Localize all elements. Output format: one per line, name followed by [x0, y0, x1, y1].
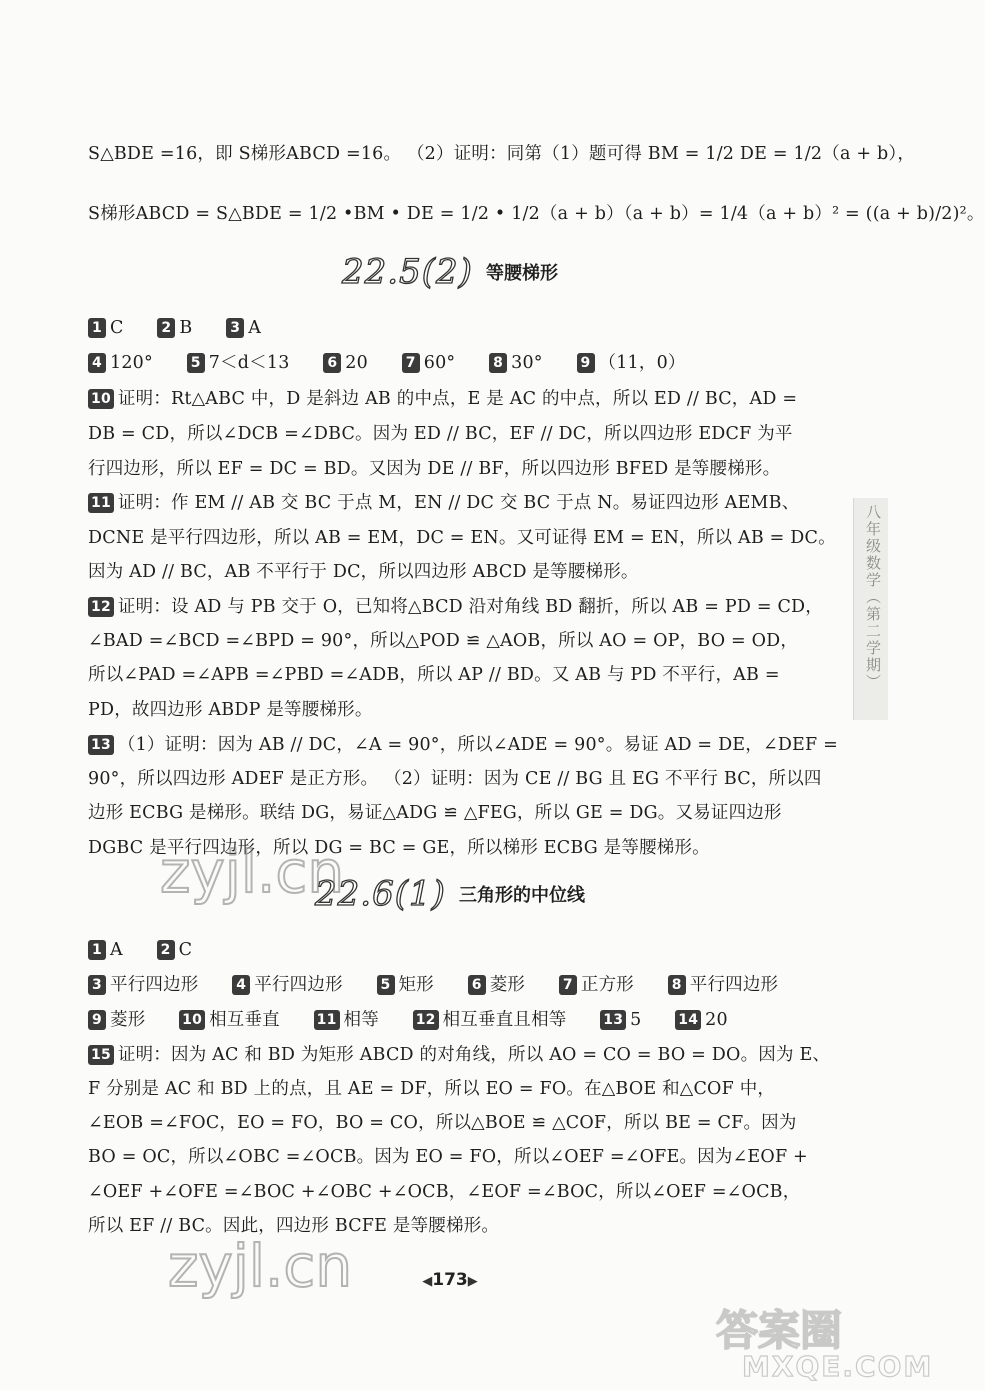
- q15-line: ∠OEF +∠OFE =∠BOC +∠OBC +∠OCB，∠EOF =∠BOC，所以∠OEF =∠OCB，: [88, 1182, 801, 1202]
- answer-item: 9 （11，0）: [577, 353, 686, 373]
- section-title: 等腰梯形: [485, 263, 558, 284]
- question-number: 10: [88, 389, 114, 409]
- question-number: 15: [88, 1045, 114, 1065]
- answer-item: 3 平行四边形: [88, 975, 199, 995]
- question-number: 12: [88, 597, 114, 617]
- question-number: 11: [88, 493, 114, 513]
- answer-item: 5 矩形: [377, 975, 434, 995]
- q12-line: 12 证明：设 AD 与 PB 交于 O，已知将△BCD 沿对角线 BD 翻折，所以 AB = PD = CD，: [88, 594, 808, 620]
- answer-item: 3 A: [226, 318, 261, 338]
- site-logo-url: MXQE.COM: [742, 1350, 934, 1383]
- answer-item: 4 120°: [88, 353, 153, 373]
- q10-line: 行四边形，所以 EF = DC = BD。又因为 DE // BF，所以四边形 BFED 是等腰梯形。: [88, 459, 781, 479]
- answer-item: 14 20: [675, 1010, 728, 1030]
- right-arrow-icon: ▶: [467, 1274, 478, 1289]
- q13-line: 边形 ECBG 是梯形。联结 DG，易证△ADG ≌ △FEG，所以 GE = DG。又易证四边形: [88, 803, 782, 823]
- answer-item: 11 相等: [314, 1010, 379, 1030]
- q10-line: DB = CD，所以∠DCB =∠DBC。因为 ED // BC，EF // DC，所以四边形 EDCF 为平: [88, 424, 793, 444]
- short-answers-row: [88, 972, 808, 998]
- section-number: 22.6(1): [315, 874, 446, 914]
- q15-line: BO = OC，所以∠OBC =∠OCB。因为 EO = FO，所以∠OEF =∠OFE。因为∠EOF +: [88, 1147, 808, 1167]
- answer-item: 7 正方形: [559, 975, 634, 995]
- answer-item: 5 7＜d＜13: [187, 353, 290, 373]
- answer-item: 2 C: [157, 940, 193, 960]
- answer-item: 9 菱形: [88, 1010, 145, 1030]
- q15-line: ∠EOB =∠FOC，EO = FO，BO = CO，所以△BOE ≌ △COF，所以 BE = CF。因为: [88, 1113, 797, 1133]
- q13-line: 13 （1）证明：因为 AB // DC，∠A = 90°，所以∠ADE = 90°。易证 AD = DE，∠DEF =: [88, 732, 808, 758]
- short-answers-row: [88, 937, 808, 963]
- left-arrow-icon: ◀: [422, 1274, 433, 1289]
- section-number: 22.5(2): [342, 252, 473, 292]
- page-number: ◀173▶: [422, 1270, 478, 1290]
- answer-item: 8 30°: [489, 353, 543, 373]
- q12-line: ∠BAD =∠BCD =∠BPD = 90°，所以△POD ≌ △AOB，所以 AO = OP，BO = OD，: [88, 631, 799, 651]
- q12-line: 所以∠PAD =∠APB =∠PBD =∠ADB，所以 AP // BD。又 AB 与 PD 不平行，AB =: [88, 665, 780, 685]
- q12-line: PD，故四边形 ABDP 是等腰梯形。: [88, 700, 373, 720]
- q15-line: 所以 EF // BC。因此，四边形 BCFE 是等腰梯形。: [88, 1216, 500, 1236]
- q11-line: 11 证明：作 EM // AB 交 BC 于点 M，EN // DC 交 BC 于点 N。易证四边形 AEMB、: [88, 490, 808, 516]
- watermark: zyjl.cn: [168, 1232, 353, 1300]
- side-tab-text: 八年级数学（第二学期）: [864, 504, 882, 691]
- section-title: 三角形的中位线: [458, 885, 585, 906]
- short-answers-row: [88, 1007, 808, 1033]
- q13-line: 90°，所以四边形 ADEF 是正方形。 （2）证明：因为 CE // BG 且 EG 不平行 BC，所以四: [88, 769, 822, 789]
- answer-item: 7 60°: [402, 353, 456, 373]
- side-tab: [853, 498, 888, 720]
- watermark: zyjl.cn: [160, 838, 345, 906]
- q11-line: 因为 AD // BC，AB 不平行于 DC，所以四边形 ABCD 是等腰梯形。: [88, 562, 639, 582]
- q15-line: 15 证明：因为 AC 和 BD 为矩形 ABCD 的对角线，所以 AO = CO = BO = DO。因为 E、: [88, 1042, 808, 1068]
- section-heading-22-5-2: [0, 252, 900, 292]
- answer-item: 1 C: [88, 318, 124, 338]
- question-number: 13: [88, 735, 114, 755]
- short-answers-row: [88, 350, 808, 376]
- answer-item: 8 平行四边形: [668, 975, 779, 995]
- answer-item: 6 20: [323, 353, 368, 373]
- answer-item: 1 A: [88, 940, 123, 960]
- q10-line: 10 证明：Rt△ABC 中，D 是斜边 AB 的中点，E 是 AC 的中点，所以 ED // BC，AD =: [88, 386, 808, 412]
- continued-line-1: S△BDE =16，即 S梯形ABCD =16。 （2）证明：同第（1）题可得 BM = 1/2 DE = 1/2（a + b），: [88, 144, 916, 164]
- answer-item: 12 相互垂直且相等: [413, 1010, 567, 1030]
- answer-item: 13 5: [600, 1010, 641, 1030]
- q13-line: DGBC 是平行四边形，所以 DG = BC = GE，所以梯形 ECBG 是等腰梯形。: [88, 838, 710, 858]
- answer-item: 10 相互垂直: [179, 1010, 280, 1030]
- site-logo: 答案圈: [716, 1306, 843, 1355]
- answer-item: 6 菱形: [468, 975, 525, 995]
- section-heading-22-6-1: [0, 874, 900, 914]
- continued-line-2: S梯形ABCD = S△BDE = 1/2 •BM • DE = 1/2 • 1/2（a + b）（a + b）= 1/4（a + b）² = ((a + b)/2)²。: [88, 204, 985, 224]
- q15-line: F 分别是 AC 和 BD 上的点，且 AE = DF，所以 EO = FO。在△BOE 和△COF 中，: [88, 1079, 776, 1099]
- q11-line: DCNE 是平行四边形，所以 AB = EM，DC = EN。又可证得 EM = EN，所以 AB = DC。: [88, 528, 836, 548]
- answer-item: 4 平行四边形: [232, 975, 343, 995]
- answer-item: 2 B: [157, 318, 192, 338]
- short-answers-row: [88, 315, 808, 341]
